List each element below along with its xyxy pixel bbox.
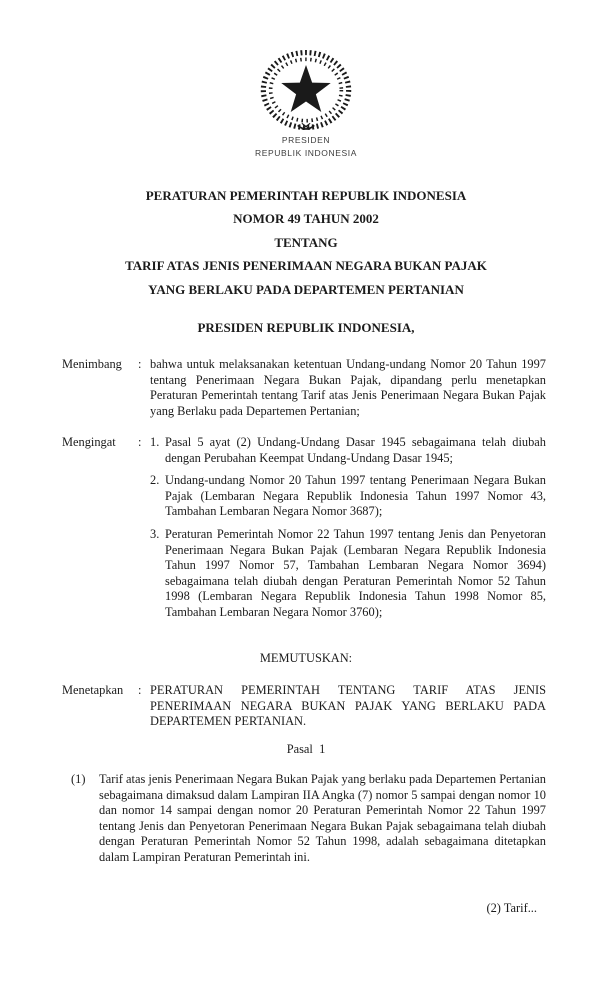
mengingat-items [150, 435, 546, 621]
menimbang-label: Menimbang [62, 357, 122, 371]
menimbang-colon: : [138, 357, 142, 371]
document-title [0, 184, 612, 301]
mengingat-item-2-number: 2. [150, 473, 160, 488]
menetapkan-text: PERATURAN PEMERINTAH TENTANG TARIF ATAS JENIS PENERIMAAN NEGARA BUKAN PAJAK YANG BERLAKU PADA DEPARTEMEN PERTANIAN. [150, 683, 546, 729]
title-line-3: TENTANG [274, 234, 338, 250]
mengingat-item-3 [150, 527, 546, 621]
menetapkan-clause [62, 683, 546, 730]
memutuskan-heading: MEMUTUSKAN: [259, 651, 353, 665]
menimbang-text: bahwa untuk melaksanakan ketentuan Undang-undang Nomor 20 Tahun 1997 tentang Penerimaan Negara Bukan Pajak, dipandang perlu menetapkan Peraturan Pemerintah tentang Tarif atas Jenis Penerimaan Negara Bukan Pajak yang Berlaku pada Departemen Pertanian; [150, 357, 546, 418]
pasal-1-heading: Pasal 1 [286, 742, 326, 756]
pasal-1-item-1-text: Tarif atas jenis Penerimaan Negara Bukan Pajak yang berlaku pada Departemen Pertanian sebagaimana dimaksud dalam Lampiran IIA Angka (7) nomor 5 sampai dengan nomor 10 dan nomor 14 sampai dengan nomor 20 Peraturan Pemerintah Nomor 22 Tahun 1997 tentang Jenis dan Penyetoran Penerimaan Negara Bukan Pajak sebagaimana telah diubah dengan Peraturan Pemerintah Nomor 52 Tahun 1998, adalah sebagaimana ditetapkan dalam Lampiran Peraturan Pemerintah ini. [99, 772, 546, 864]
pasal-1-item-1-number: (1) [71, 772, 86, 786]
mengingat-clause [62, 435, 546, 621]
mengingat-item-2-text: Undang-undang Nomor 20 Tahun 1997 tentang Penerimaan Negara Bukan Pajak (Lembaran Negara Republik Indonesia Tahun 1997 Nomor 43, Tambahan Lembaran Negara Nomor 3687); [165, 473, 546, 519]
menetapkan-colon: : [138, 683, 142, 697]
star-wreath-emblem-icon [254, 46, 358, 134]
mengingat-item-3-number: 3. [150, 526, 160, 541]
letterhead-presiden: PRESIDEN [281, 135, 331, 145]
pasal-1-item-1 [62, 772, 546, 866]
page-continuation-marker: (2) Tarif... [486, 901, 537, 915]
mengingat-item-1-number: 1. [150, 435, 160, 449]
menimbang-clause [62, 357, 546, 419]
star-icon [281, 65, 331, 112]
menetapkan-label: Menetapkan [62, 683, 124, 697]
mengingat-item-2 [150, 473, 546, 520]
mengingat-item-1-text: Pasal 5 ayat (2) Undang-Undang Dasar 1945 sebagaimana telah diubah dengan Perubahan Keempat Undang-Undang Dasar 1945; [165, 435, 546, 465]
mengingat-colon: : [138, 435, 142, 449]
mengingat-label: Mengingat [62, 435, 116, 449]
letterhead-republik-indonesia: REPUBLIK INDONESIA [255, 147, 357, 158]
mengingat-item-3-text: Peraturan Pemerintah Nomor 22 Tahun 1997 tentang Jenis dan Penyetoran Penerimaan Negara Bukan Pajak (Lembaran Negara Republik Indonesia Tahun 1997 Nomor 57, Tambahan Lembaran Negara Nomor 3694) sebagaimana telah diubah dengan Peraturan Pemerintah Nomor 52 Tahun 1998 (Lembaran Negara Republik Indonesia Tahun 1998 Nomor 85, Tambahan Lembaran Negara Nomor 3760); [165, 526, 546, 619]
title-line-2: NOMOR 49 TAHUN 2002 [233, 211, 379, 227]
title-line-4: TARIF ATAS JENIS PENERIMAAN NEGARA BUKAN PAJAK [125, 258, 487, 274]
title-line-1: PERATURAN PEMERINTAH REPUBLIK INDONESIA [145, 188, 467, 203]
salutation-heading: PRESIDEN REPUBLIK INDONESIA, [197, 320, 415, 335]
letterhead [0, 46, 612, 159]
title-line-5: YANG BERLAKU PADA DEPARTEMEN PERTANIAN [148, 281, 464, 297]
mengingat-item-1 [150, 435, 546, 466]
